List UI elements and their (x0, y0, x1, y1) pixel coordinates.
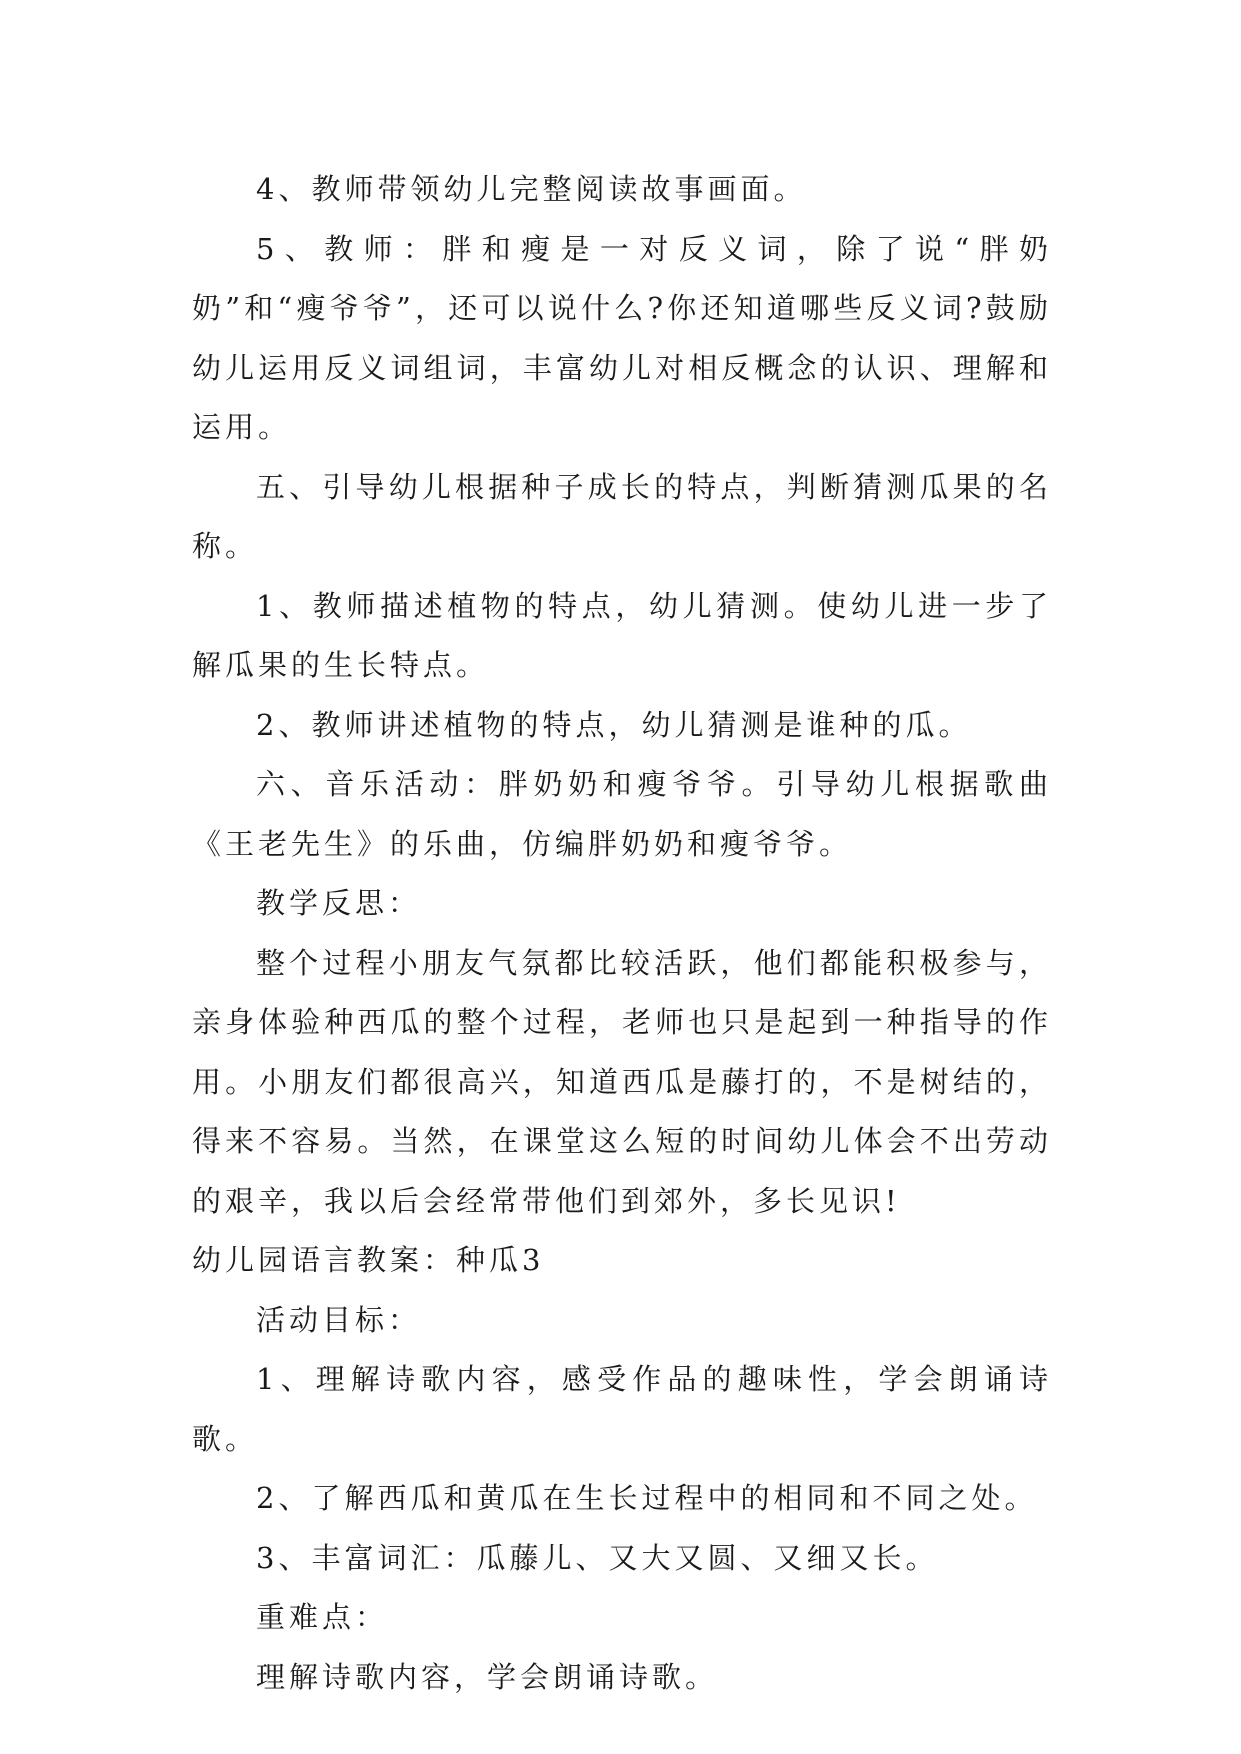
paragraph-step-2: 2、教师讲述植物的特点，幼儿猜测是谁种的瓜。 (256, 707, 972, 742)
section-title: 幼儿园语言教案：种瓜3 (192, 1243, 545, 1277)
paragraph-goal-3: 3、丰富词汇：瓜藤儿、又大又圆、又细又长。 (256, 1540, 939, 1575)
paragraph-step-5: 5、教师：胖和瘦是一对反义词，除了说“胖奶奶”和“瘦爷爷”，还可以说什么?你还知道哪些反义词?鼓励幼儿运用反义词组词，丰富幼儿对相反概念的认识、理解和运用。 (192, 231, 1052, 444)
paragraph-key-points-heading: 重难点： (256, 1600, 389, 1634)
paragraph-section-six: 六、音乐活动：胖奶奶和瘦爷爷。引导幼儿根据歌曲《王老先生》的乐曲，仿编胖奶奶和瘦爷爷。 (192, 767, 1052, 861)
paragraph-step-1: 1、教师描述植物的特点，幼儿猜测。使幼儿进一步了解瓜果的生长特点。 (192, 588, 1052, 682)
paragraph-goal-1: 1、理解诗歌内容，感受作品的趣味性，学会朗诵诗歌。 (192, 1362, 1052, 1456)
paragraph-section-five: 五、引导幼儿根据种子成长的特点，判断猜测瓜果的名称。 (192, 469, 1052, 563)
paragraph-goal-2: 2、了解西瓜和黄瓜在生长过程中的相同和不同之处。 (256, 1481, 1038, 1515)
paragraph-goals-heading: 活动目标： (256, 1302, 422, 1337)
paragraph-reflection-heading: 教学反思： (256, 886, 422, 920)
paragraph-step-4: 4、教师带领幼儿完整阅读故事画面。 (256, 172, 807, 206)
paragraph-key-points-body: 理解诗歌内容，学会朗诵诗歌。 (256, 1659, 719, 1694)
paragraph-reflection-body: 整个过程小朋友气氛都比较活跃，他们都能积极参与，亲身体验种西瓜的整个过程，老师也只是起到一种指导的作用。小朋友们都很高兴，知道西瓜是藤打的，不是树结的，得来不容易。当然，在课堂这么短的时间幼儿体会不出劳动的艰辛，我以后会经常带他们到郊外，多长见识! (192, 945, 1052, 1218)
document-body (192, 160, 1052, 1707)
